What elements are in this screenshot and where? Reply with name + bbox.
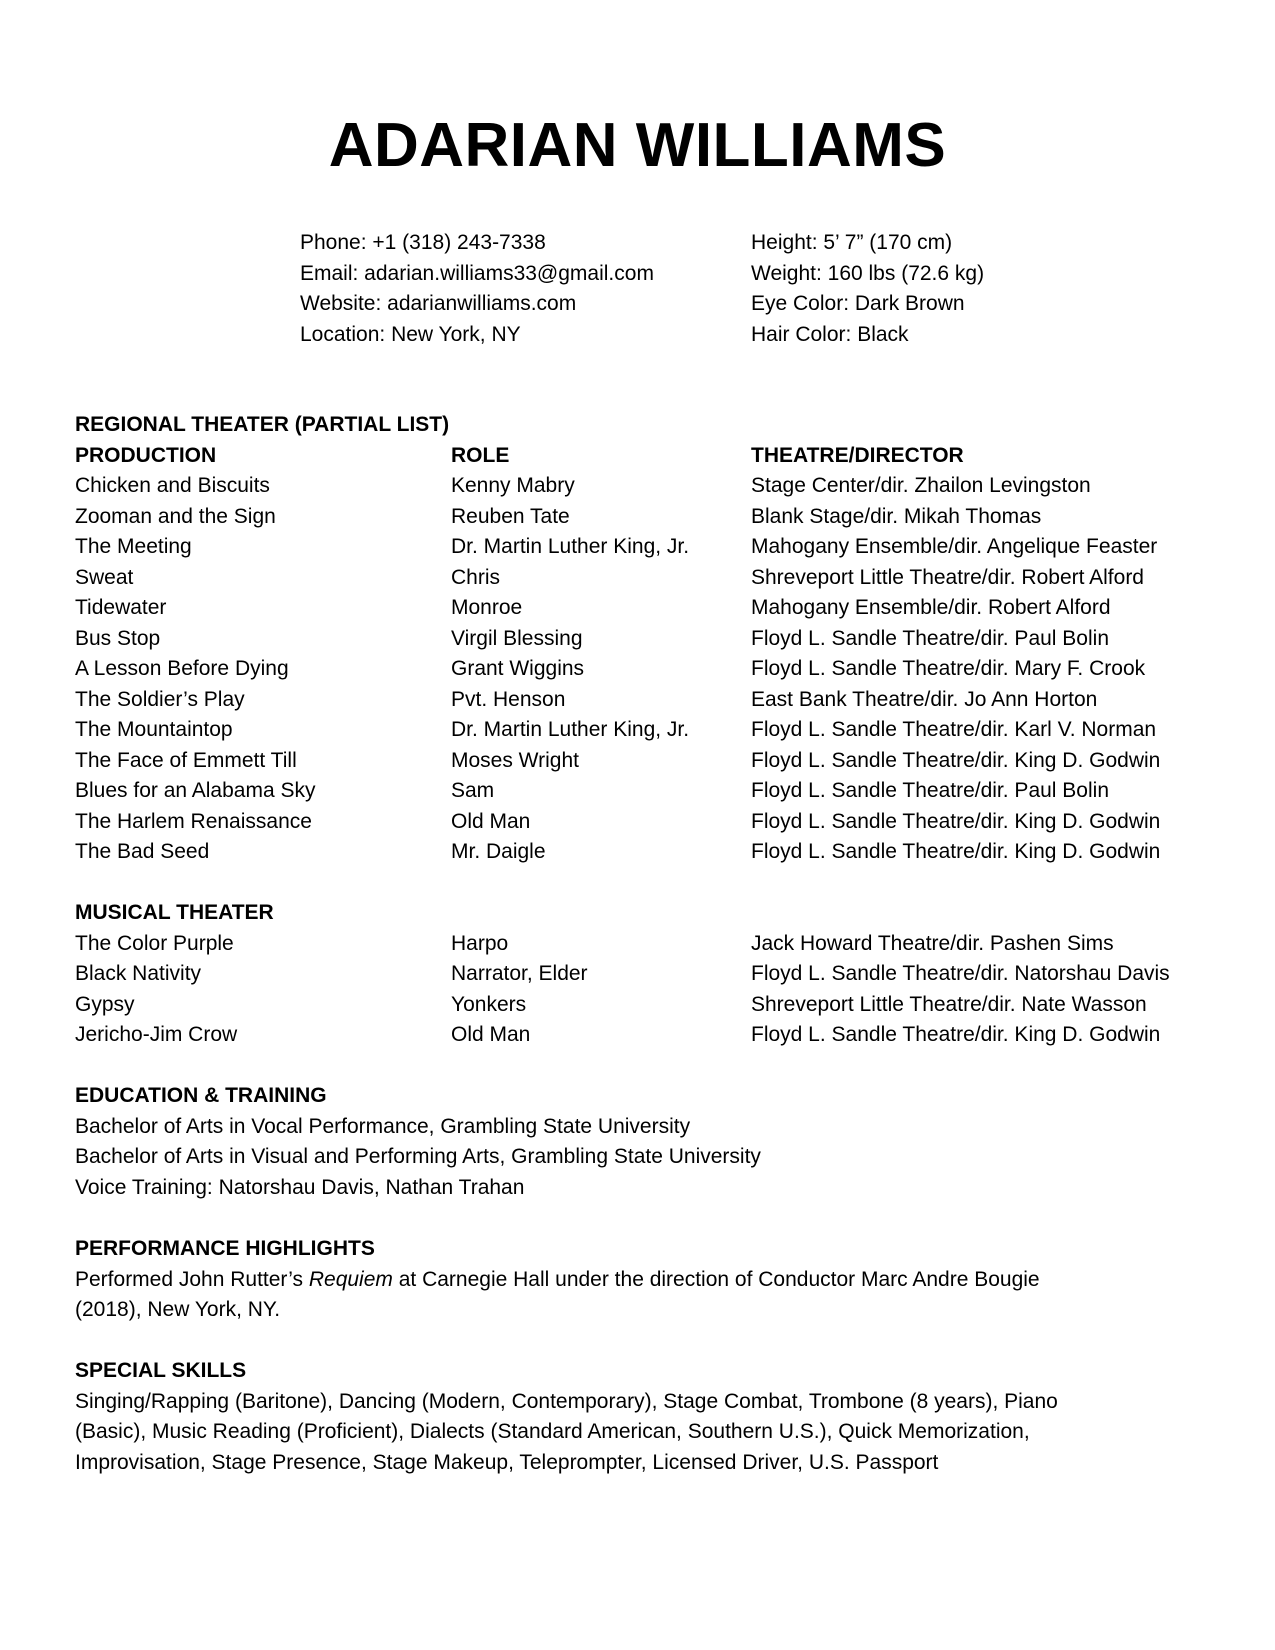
theatre-director: Mahogany Ensemble/dir. Robert Alford (751, 596, 1111, 619)
section-title: EDUCATION & TRAINING (75, 1084, 327, 1107)
credit-row (75, 685, 1205, 716)
role: Yonkers (451, 992, 527, 1016)
highlight-line: (2018), New York, NY. (75, 1298, 281, 1321)
production: The Harlem Renaissance (75, 809, 312, 833)
theatre-director: Shreveport Little Theatre/dir. Robert Alford (751, 565, 1144, 589)
website: Website: adarianwilliams.com (300, 292, 577, 315)
theatre-director: Floyd L. Sandle Theatre/dir. Paul Bolin (751, 779, 1109, 802)
production: The Soldier’s Play (75, 687, 245, 711)
header-production: PRODUCTION (75, 443, 217, 467)
production: Zooman and the Sign (75, 504, 276, 528)
role: Dr. Martin Luther King, Jr. (451, 535, 690, 558)
theatre-director: Floyd L. Sandle Theatre/dir. Karl V. Norman (751, 718, 1157, 741)
theatre-director: Mahogany Ensemble/dir. Angelique Feaster (751, 535, 1158, 558)
theatre-director: Floyd L. Sandle Theatre/dir. King D. Godwin (751, 1023, 1161, 1046)
performance-highlights-section (75, 1234, 1205, 1326)
credit-row (75, 502, 1205, 533)
production: The Face of Emmett Till (75, 748, 297, 772)
education-section (75, 1081, 1205, 1203)
location: Location: New York, NY (300, 322, 521, 346)
credit-row (75, 959, 1205, 990)
production: A Lesson Before Dying (75, 657, 289, 680)
role: Narrator, Elder (451, 962, 588, 985)
highlight-text: at Carnegie Hall under the direction of Conductor Marc Andre Bougie (392, 1267, 1040, 1291)
header-theatre-director: THEATRE/DIRECTOR (751, 443, 964, 467)
theatre-director: Floyd L. Sandle Theatre/dir. King D. Godwin (751, 809, 1161, 833)
section-title: MUSICAL THEATER (75, 901, 274, 924)
credit-row (75, 532, 1205, 563)
section-title: SPECIAL SKILLS (75, 1359, 247, 1382)
credit-row (75, 593, 1205, 624)
highlight-text: Performed John Rutter’s (75, 1267, 309, 1291)
role: Moses Wright (451, 748, 579, 772)
education-line: Bachelor of Arts in Visual and Performing Arts, Grambling State University (75, 1145, 761, 1168)
theatre-director: Floyd L. Sandle Theatre/dir. Natorshau Davis (751, 962, 1170, 985)
theatre-director: Floyd L. Sandle Theatre/dir. King D. Godwin (751, 748, 1161, 772)
section-title: PERFORMANCE HIGHLIGHTS (75, 1237, 375, 1260)
actor-name: ADARIAN WILLIAMS (328, 111, 947, 180)
credit-row (75, 624, 1205, 655)
education-line: Voice Training: Natorshau Davis, Nathan Trahan (75, 1175, 525, 1199)
role: Grant Wiggins (451, 657, 585, 680)
production: Gypsy (75, 992, 135, 1016)
role: Sam (451, 779, 495, 802)
section-title: REGIONAL THEATER (PARTIAL LIST) (75, 413, 450, 436)
header-role: ROLE (451, 443, 510, 467)
musical-theater-section (75, 898, 1205, 1051)
credit-row (75, 776, 1205, 807)
special-skills-section (75, 1356, 1205, 1478)
role: Pvt. Henson (451, 687, 566, 711)
eye-color: Eye Color: Dark Brown (751, 292, 965, 315)
contact-info (300, 228, 654, 350)
role: Old Man (451, 1023, 531, 1046)
education-line: Bachelor of Arts in Vocal Performance, Grambling State University (75, 1114, 691, 1138)
regional-theater-section (75, 410, 1205, 868)
physical-stats (751, 228, 984, 350)
production: Blues for an Alabama Sky (75, 779, 316, 802)
theatre-director: Stage Center/dir. Zhailon Levingston (751, 474, 1091, 497)
role: Mr. Daigle (451, 840, 546, 863)
credit-row (75, 807, 1205, 838)
credits-header-row (75, 441, 1205, 472)
phone: Phone: +1 (318) 243-7338 (300, 231, 546, 254)
credit-row (75, 654, 1205, 685)
weight: Weight: 160 lbs (72.6 kg) (751, 261, 985, 285)
credit-row (75, 563, 1205, 594)
email: Email: adarian.williams33@gmail.com (300, 261, 654, 285)
theatre-director: Blank Stage/dir. Mikah Thomas (751, 504, 1042, 528)
theatre-director: East Bank Theatre/dir. Jo Ann Horton (751, 687, 1098, 711)
highlight-work-title: Requiem (308, 1267, 393, 1291)
credit-row (75, 1020, 1205, 1051)
credit-row (75, 837, 1205, 868)
credit-row (75, 990, 1205, 1021)
hair-color: Hair Color: Black (751, 322, 909, 346)
credit-row (75, 929, 1205, 960)
credit-row (75, 471, 1205, 502)
skills-line: Improvisation, Stage Presence, Stage Makeup, Teleprompter, Licensed Driver, U.S. Passport (75, 1450, 939, 1474)
theatre-director: Floyd L. Sandle Theatre/dir. Paul Bolin (751, 626, 1109, 650)
theatre-director: Jack Howard Theatre/dir. Pashen Sims (751, 931, 1114, 955)
production: Sweat (75, 565, 134, 589)
role: Reuben Tate (451, 504, 570, 528)
production: The Bad Seed (75, 840, 210, 863)
production: Tidewater (75, 596, 167, 619)
theatre-director: Floyd L. Sandle Theatre/dir. Mary F. Crook (751, 657, 1146, 680)
production: The Meeting (75, 535, 192, 558)
role: Old Man (451, 809, 531, 833)
production: Black Nativity (75, 962, 202, 985)
production: Bus Stop (75, 626, 161, 650)
skills-line: Singing/Rapping (Baritone), Dancing (Modern, Contemporary), Stage Combat, Trombone (8 years), Piano (75, 1389, 1058, 1413)
credit-row (75, 715, 1205, 746)
production: The Mountaintop (75, 718, 233, 741)
role: Kenny Mabry (451, 474, 575, 497)
role: Harpo (451, 931, 509, 955)
role: Chris (451, 565, 501, 589)
role: Dr. Martin Luther King, Jr. (451, 718, 690, 741)
credit-row (75, 746, 1205, 777)
role: Virgil Blessing (451, 626, 583, 650)
theatre-director: Shreveport Little Theatre/dir. Nate Wasson (751, 992, 1147, 1016)
role: Monroe (451, 596, 523, 619)
production: The Color Purple (75, 931, 234, 955)
production: Jericho-Jim Crow (75, 1023, 238, 1046)
theatre-director: Floyd L. Sandle Theatre/dir. King D. Godwin (751, 840, 1161, 863)
highlight-line (75, 1265, 1205, 1296)
skills-line: (Basic), Music Reading (Proficient), Dialects (Standard American, Southern U.S.), Quick Memorization, (75, 1420, 1030, 1443)
production: Chicken and Biscuits (75, 474, 270, 497)
height: Height: 5’ 7” (170 cm) (751, 231, 953, 254)
